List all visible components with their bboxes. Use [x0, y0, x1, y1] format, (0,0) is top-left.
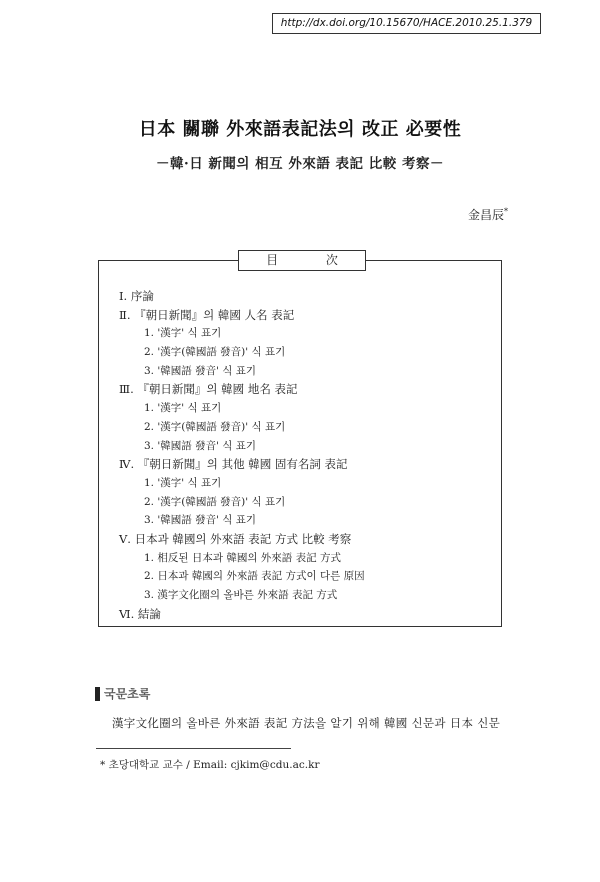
- toc-subsection: 3. '韓國語 發音' 식 표기: [144, 514, 257, 527]
- doi-link[interactable]: http://dx.doi.org/10.15670/HACE.2010.25.1.379: [272, 13, 541, 34]
- table-of-contents: [98, 253, 502, 627]
- paper-title: 日本 關聯 外來語表記法의 改正 必要性: [138, 119, 462, 140]
- toc-section: Ⅵ. 結論: [119, 606, 161, 621]
- toc-subsection: 2. '漢字(韓國語 發音)' 식 표기: [144, 495, 286, 508]
- toc-section: Ⅲ. 『朝日新聞』의 韓國 地名 表記: [119, 382, 298, 397]
- footnote-divider: [96, 748, 291, 749]
- toc-subsection: 2. '漢字(韓國語 發音)' 식 표기: [144, 420, 286, 433]
- toc-section: Ⅰ. 序論: [119, 289, 154, 303]
- toc-subsection: 1. '漢字' 식 표기: [144, 476, 222, 489]
- abstract-text: 漢字文化圈의 올바른 外來語 表記 方法을 알기 위해 韓國 신문과 日本 신문: [112, 716, 501, 730]
- toc-subsection: 3. '韓國語 發音' 식 표기: [144, 439, 257, 452]
- toc-section: Ⅱ. 『朝日新聞』의 韓國 人名 表記: [119, 307, 295, 322]
- toc-title: 目 次: [238, 250, 366, 271]
- toc-subsection: 1. 相反된 日本과 韓國의 外來語 表記 方式: [144, 551, 341, 564]
- toc-subsection: 2. '漢字(韓國語 發音)' 식 표기: [144, 346, 286, 359]
- footnote: * 초당대학교 교수 / Email: cjkim@cdu.ac.kr: [100, 759, 320, 771]
- toc-subsection: 2. 日本과 韓國의 外來語 表記 方式이 다른 原因: [144, 570, 365, 583]
- toc-subsection: 3. '韓國語 發音' 식 표기: [144, 364, 257, 377]
- toc-subsection: 1. '漢字' 식 표기: [144, 402, 222, 415]
- toc-subsection: 3. 漢字文化圈의 올바른 外來語 表記 方式: [144, 589, 338, 601]
- toc-list: [119, 287, 365, 623]
- toc-section: Ⅴ. 日本과 韓國의 外來語 表記 方式 比較 考察: [119, 531, 352, 546]
- abstract-heading-label: 국문초록: [104, 687, 151, 701]
- paper-subtitle: －韓·日 新聞의 相互 外來語 表記 比較 考察－: [156, 156, 444, 172]
- abstract-heading: [95, 685, 150, 702]
- toc-subsection: 1. '漢字' 식 표기: [144, 327, 222, 340]
- author-footnote-mark: *: [504, 207, 508, 216]
- author: [468, 206, 508, 223]
- heading-bar-icon: [95, 687, 100, 701]
- toc-section: Ⅳ. 『朝日新聞』의 其他 韓國 固有名詞 表記: [119, 457, 348, 472]
- author-name: 金昌辰: [467, 208, 504, 222]
